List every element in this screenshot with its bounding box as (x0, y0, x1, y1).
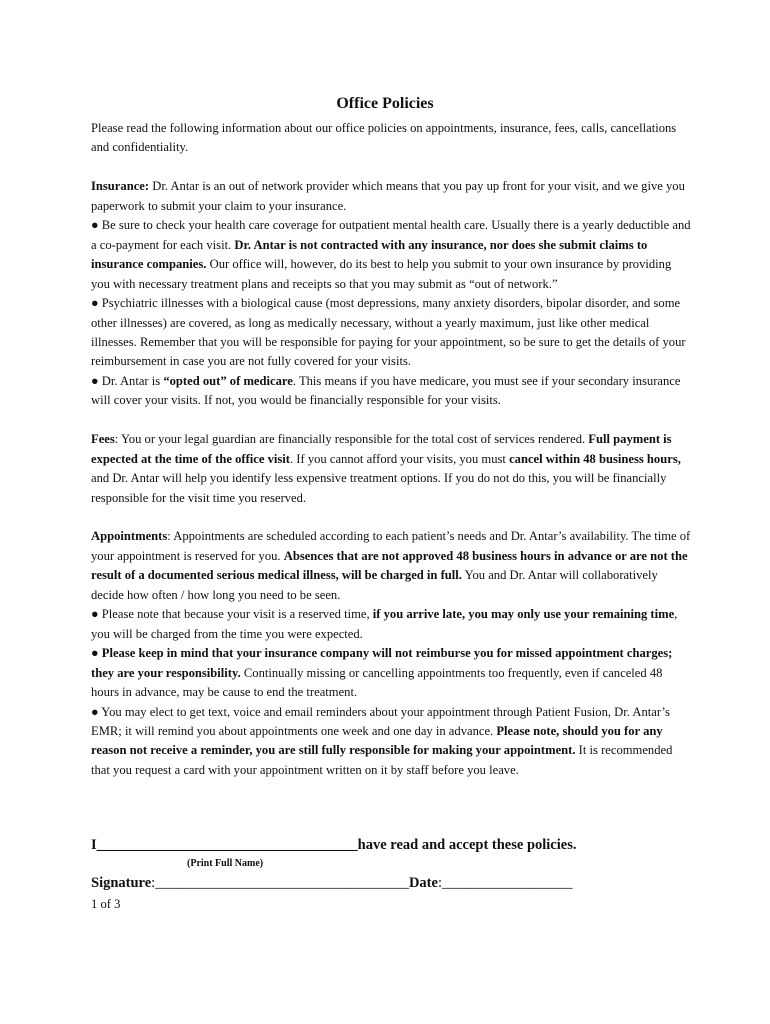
bullet-text: . This means if you have medicare, you must see if your secondary insurance will cover your visits. If not, you would be financially responsible for your visits. (91, 373, 681, 408)
paragraph-gap (91, 158, 691, 177)
intro-paragraph: Please read the following information about our office policies on appointments, insurance, fees, calls, cancellations and confidentiality. (91, 121, 677, 155)
acceptance-prefix: I (91, 837, 97, 853)
insurance-bullet-illnesses: ● Psychiatric illnesses with a biological cause (most depressions, many anxiety disorders, bipolar disorder, and some other illnesses) are covered, as long as medically necessary, without a yearly maximum, just like other medical illnesses. Remember that you will be responsible for paying for your appointment, so be sure to get the details of your reimbursement in case you are not fully covered for your visits. (91, 296, 686, 369)
bullet-bold-text: Please note, should you for any reason not receive a reminder, you are still fully responsible for making your appointment. (91, 724, 663, 758)
signature-label: Signature (91, 875, 152, 891)
bullet-bold-text: if you arrive late, you may only use your remaining time (372, 607, 675, 622)
bullet-text: Continually missing or cancelling appointments too frequently, even if canceled 48 hours in advance, may be cause to end the treatment. (91, 665, 663, 700)
appointments-bullet-reminders (91, 703, 691, 781)
bullet-bold-text: Dr. Antar is not contracted with any insurance, nor does she submit claims to insurance companies. (91, 237, 648, 272)
fees-paragraph (91, 430, 691, 508)
fees-text: : You or your legal guardian are financially responsible for the total cost of services rendered. (114, 432, 589, 447)
appointments-bullet-late (91, 605, 691, 644)
appointments-label: Appointments (91, 529, 168, 544)
appointments-text: : Appointments are scheduled according to each patient’s needs and Dr. Antar’s availability. The time of your appointment is reserved for you. (91, 529, 691, 563)
signature-blank-field[interactable]: ___________________________________ (155, 875, 409, 891)
date-colon: : (437, 875, 442, 891)
date-blank-field[interactable]: __________________ (441, 875, 573, 891)
fees-bold-text: cancel within 48 business hours, (509, 451, 681, 466)
appointments-bullet-missed (91, 644, 691, 702)
policy-body (91, 119, 691, 780)
page-number: 1 of 3 (91, 897, 121, 911)
acceptance-line (91, 836, 576, 854)
paragraph-gap (91, 508, 691, 527)
bullet-text: ● You may elect to get text, voice and email reminders about your appointment through Patient Fusion, Dr. Antar’s EMR; it will remind you about appointments one week and one day in advance. (91, 704, 670, 738)
fees-text: and Dr. Antar will help you identify less expensive treatment options. If you do not do this, you will be financially responsible for the visit time you reserved. (91, 471, 667, 505)
fees-bold-text: Full payment is expected at the time of the office visit (91, 432, 672, 466)
acceptance-text: have read and accept these policies. (357, 837, 577, 853)
bullet-text: , you will be charged from the time you were expected. (91, 607, 678, 641)
print-name-caption: (Print Full Name) (187, 858, 264, 869)
bullet-text: Our office will, however, do its best to help you submit to your own insurance by providing you with necessary treatment plans and receipts so that you may submit as “out of network.” (91, 257, 672, 291)
insurance-bullet-medicare (91, 372, 691, 411)
appointments-bold-text: Absences that are not approved 48 business hours in advance or are not the result of a documented serious medical illness, will be charged in full. (91, 548, 688, 583)
paragraph-gap (91, 411, 691, 430)
insurance-paragraph (91, 177, 691, 216)
bullet-text: It is recommended that you request a card with your appointment written on it by staff before you leave. (91, 743, 673, 777)
insurance-label: Insurance: (91, 179, 150, 194)
fees-text: . If you cannot afford your visits, you must (289, 451, 510, 466)
name-blank-field[interactable]: ____________________________________ (96, 837, 358, 853)
bullet-text: ● Be sure to check your health care coverage for outpatient mental health care. Usually there is a yearly deductible and a co-payment for each visit. (91, 218, 691, 252)
appointments-paragraph (91, 527, 691, 605)
signature-colon: : (151, 875, 156, 891)
date-label: Date (408, 875, 438, 891)
bullet-text: ● Dr. Antar is (91, 373, 164, 388)
bullet-bold-text: ● Please keep in mind that your insurance company will not reimburse you for missed appointment charges; they are your responsibility. (91, 646, 673, 680)
insurance-bullet-coverage (91, 216, 691, 294)
signature-line (91, 874, 572, 892)
fees-label: Fees (91, 432, 115, 447)
bullet-text: ● Please note that because your visit is a reserved time, (91, 607, 373, 622)
bullet-bold-text: “opted out” of medicare (163, 373, 293, 388)
appointments-text: You and Dr. Antar will collaboratively decide how often / how long you need to be seen. (91, 568, 658, 602)
page-title: Office Policies (336, 95, 434, 112)
insurance-text: Dr. Antar is an out of network provider which means that you pay up front for your visit, and we give you paperwork to submit your claim to your insurance. (91, 179, 685, 213)
